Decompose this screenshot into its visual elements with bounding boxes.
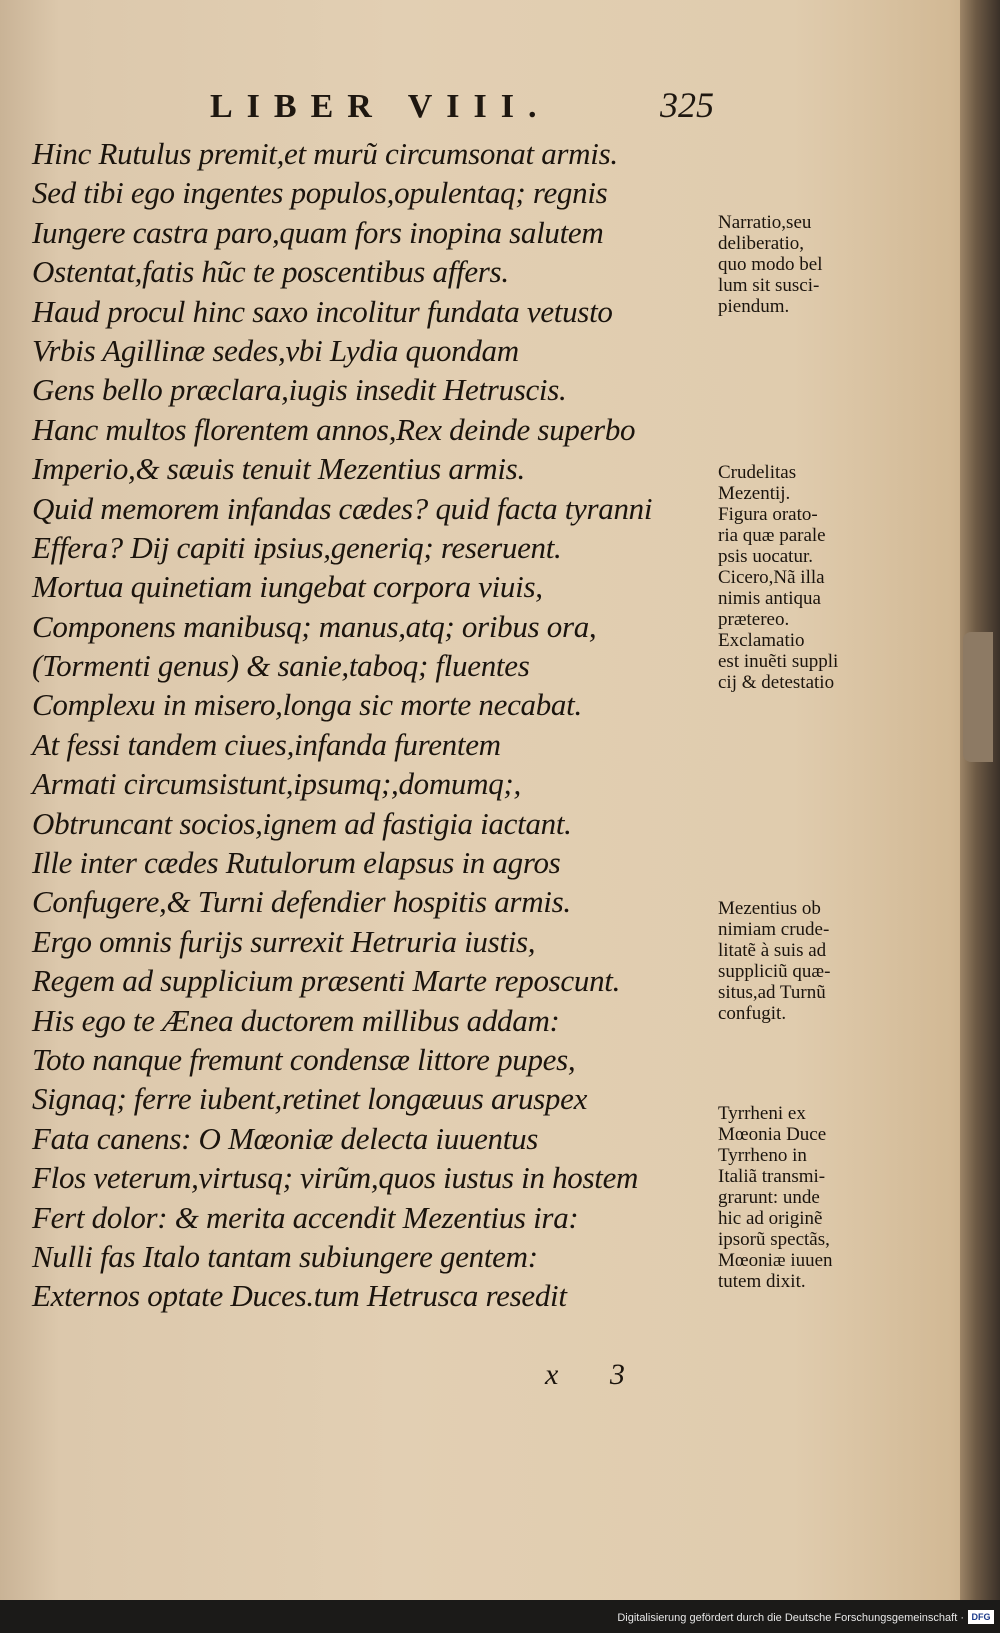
dfg-logo-icon: DFG bbox=[968, 1610, 994, 1624]
verse-line: Haud procul hinc saxo incolitur fundata vetusto bbox=[32, 293, 613, 329]
verse-line: Nulli fas Italo tantam subiungere gentem: bbox=[32, 1238, 538, 1274]
verse-line: Iungere castra paro,quam fors inopina salutem bbox=[32, 214, 604, 250]
verse-line: Obtruncant socios,ignem ad fastigia iactant. bbox=[32, 805, 572, 841]
verse-line: (Tormenti genus) & sanie,taboq; fluentes bbox=[32, 648, 530, 684]
verse-line: Imperio,& sæuis tenuit Mezentius armis. bbox=[32, 451, 525, 487]
verse-line: Complexu in misero,longa sic morte necabat. bbox=[32, 687, 582, 723]
margin-note-narratio: Narratio,seu deliberatio, quo modo bel lum sit susci- piendum. bbox=[718, 212, 823, 317]
bookmark-tab bbox=[963, 632, 993, 762]
verse-line: Hanc multos florentem annos,Rex deinde superbo bbox=[32, 411, 636, 447]
verse-line: Fert dolor: & merita accendit Mezentius ira: bbox=[32, 1199, 579, 1235]
verse-line: Quid memorem infandas cædes? quid facta tyranni bbox=[32, 490, 653, 526]
page-number: 325 bbox=[660, 85, 714, 125]
verse-line: Vrbis Agillinæ sedes,vbi Lydia quondam bbox=[32, 332, 519, 368]
verse-line: Fata canens: O Mœoniæ delecta iuuentus bbox=[32, 1120, 539, 1156]
verse-line: His ego te Ænea ductorem millibus addam: bbox=[32, 1002, 560, 1038]
verse-line: Ille inter cædes Rutulorum elapsus in agros bbox=[32, 845, 561, 881]
margin-note-crudelitas: Crudelitas Mezentij. Figura orato- ria quæ parale psis uocatur. Cicero,Nã illa nimis antiqua prætereo. Exclamatio est inuẽti suppli cij & detestatio bbox=[718, 462, 839, 693]
verse-line: Flos veterum,virtusq; virũm,quos iustus in hostem bbox=[32, 1160, 639, 1196]
verse-line: Ergo omnis furijs surrexit Hetruria iustis, bbox=[32, 923, 536, 959]
margin-note-mezentius: Mezentius ob nimiam crude- litatẽ à suis ad suppliciũ quæ- situs,ad Turnũ confugit. bbox=[718, 898, 831, 1024]
verse-line: At fessi tandem ciues,infanda furentem bbox=[32, 726, 501, 762]
verse-line: Confugere,& Turni defendier hospitis armis. bbox=[32, 884, 571, 920]
digitization-footer bbox=[0, 1600, 1000, 1633]
verse-line: Gens bello præclara,iugis insedit Hetruscis. bbox=[32, 372, 567, 408]
book-fore-edge bbox=[960, 0, 1000, 1600]
verse-line: Sed tibi ego ingentes populos,opulentaq; regnis bbox=[32, 175, 608, 211]
running-title: LIBER VIII. bbox=[210, 88, 551, 125]
verse-line: Signaq; ferre iubent,retinet longæuus aruspex bbox=[32, 1081, 588, 1117]
verse-line: Effera? Dij capiti ipsius,generiq; reseruent. bbox=[32, 529, 562, 565]
verse-line: Mortua quinetiam iungebat corpora viuis, bbox=[32, 569, 543, 605]
verse-line: Componens manibusq; manus,atq; oribus ora, bbox=[32, 608, 597, 644]
margin-note-tyrrheni: Tyrrheni ex Mœonia Duce Tyrrheno in Italiã transmi- grarunt: unde hic ad originẽ ipsorũ spectãs, Mœoniæ iuuen tutem dixit. bbox=[718, 1103, 833, 1292]
verse-line: Regem ad supplicium præsenti Marte reposcunt. bbox=[32, 963, 621, 999]
verse-block bbox=[32, 134, 712, 1316]
verse-line: Armati circumsistunt,ipsumq;,domumq;, bbox=[32, 766, 521, 802]
verse-line: Ostentat,fatis hũc te poscentibus affers. bbox=[32, 254, 509, 290]
verse-line: Toto nanque fremunt condensæ littore pupes, bbox=[32, 1041, 576, 1077]
verse-line: Hinc Rutulus premit,et murũ circumsonat armis. bbox=[32, 136, 618, 171]
funding-credit: Digitalisierung gefördert durch die Deutsche Forschungsgemeinschaft · bbox=[617, 1612, 964, 1624]
verse-line: Externos optate Duces.tum Hetrusca resedit bbox=[32, 1278, 567, 1314]
signature-mark: x 3 bbox=[545, 1358, 647, 1391]
